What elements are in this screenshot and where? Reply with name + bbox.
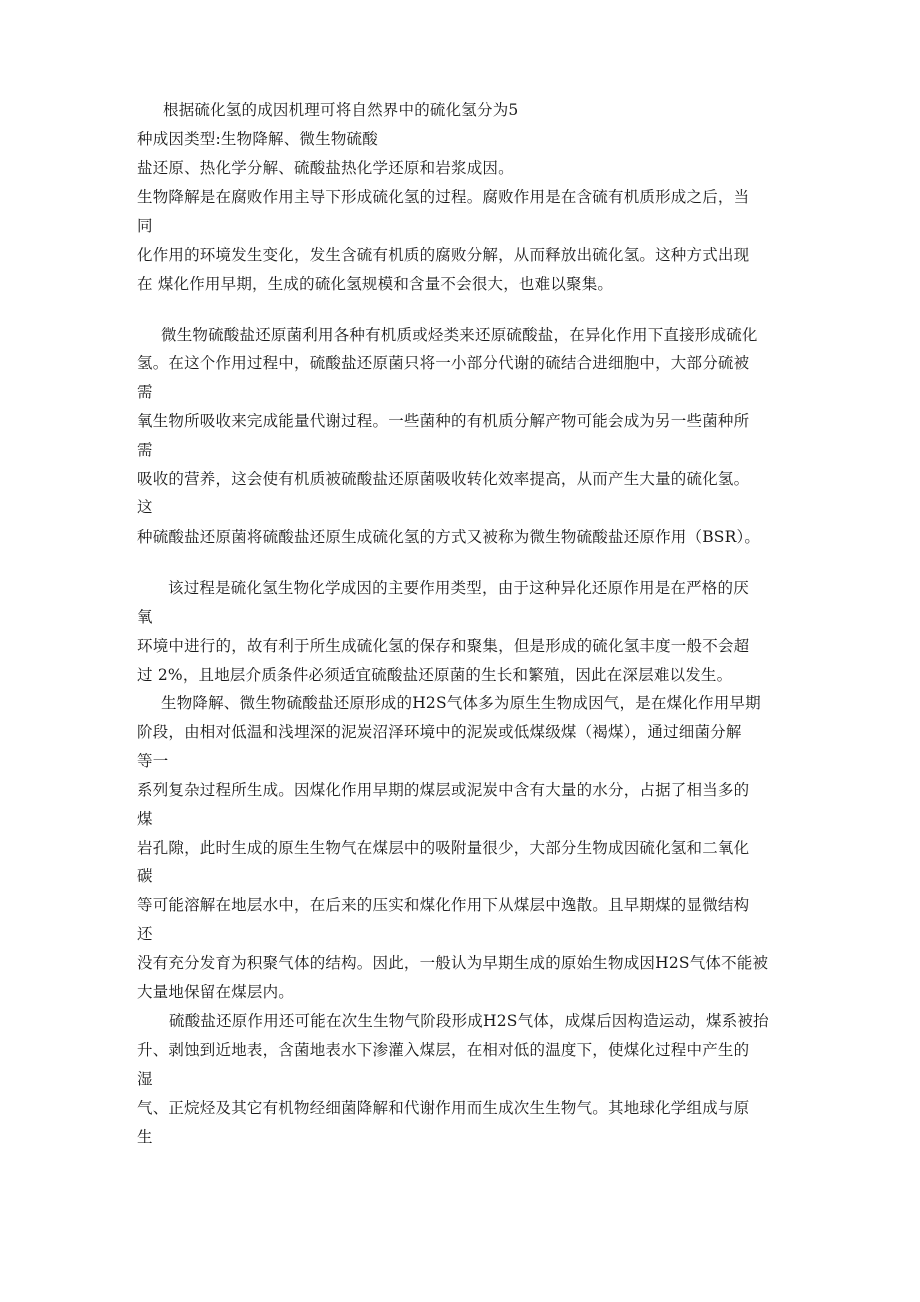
text-line: 过 2%，且地层介质条件必须适宜硫酸盐还原菌的生长和繁殖，因此在深层难以发生。 — [137, 666, 733, 684]
text-line: 微生物硫酸盐还原菌利用各种有机质或烃类来还原硫酸盐，在异化作用下直接形成硫化 — [161, 326, 758, 344]
text-line: 环境中进行的，故有利于所生成硫化氢的保存和聚集，但是形成的硫化氢丰度一般不会超 — [137, 637, 750, 655]
text-line: 氢。在这个作用过程中，硫酸盐还原菌只将一小部分代谢的硫结合进细胞中，大部分硫被 — [137, 354, 750, 372]
text-line: 氧生物所吸收来完成能量代谢过程。一些菌种的有机质分解产物可能会成为另一些菌种所 — [137, 412, 750, 430]
text-line: 盐还原、热化学分解、硫酸盐热化学还原和岩浆成因。 — [137, 159, 514, 177]
text-line: 在 煤化作用早期，生成的硫化氢规模和含量不会很大，也难以聚集。 — [137, 275, 614, 293]
text-line: 煤 — [137, 810, 153, 828]
text-line: 碳 — [137, 867, 153, 885]
text-line: 生 — [137, 1128, 153, 1146]
text-line: 系列复杂过程所生成。因煤化作用早期的煤层或泥炭中含有大量的水分，占据了相当多的 — [137, 781, 750, 799]
text-line: 需 — [137, 383, 153, 401]
text-line: 岩孔隙，此时生成的原生生物气在煤层中的吸附量很少，大部分生物成因硫化氢和二氧化 — [137, 839, 750, 857]
text-line: 该过程是硫化氢生物化学成因的主要作用类型，由于这种异化还原作用是在严格的厌 — [168, 579, 749, 597]
text-line: 氧 — [137, 608, 153, 626]
text-line: 化作用的环境发生变化，发生含硫有机质的腐败分解，从而释放出硫化氢。这种方式出现 — [137, 246, 750, 264]
text-line: 生物降解是在腐败作用主导下形成硫化氢的过程。腐败作用是在含硫有机质形成之后，当 — [137, 188, 750, 206]
text-line: 这 — [137, 498, 153, 516]
text-line: 硫酸盐还原作用还可能在次生生物气阶段形成H2S气体，成煤后因构造运动，煤系被抬 — [169, 1012, 769, 1030]
text-line: 生物降解、微生物硫酸盐还原形成的H2S气体多为原生生物成因气，是在煤化作用早期 — [161, 694, 761, 712]
text-line: 湿 — [137, 1070, 153, 1088]
text-line: 气、正烷烃及其它有机物经细菌降解和代谢作用而生成次生生物气。其地球化学组成与原 — [137, 1099, 750, 1117]
text-line: 种成因类型:生物降解、微生物硫酸 — [137, 130, 378, 148]
text-line: 没有充分发育为积聚气体的结构。因此，一般认为早期生成的原始生物成因H2S气体不能被 — [137, 954, 769, 972]
text-line: 种硫酸盐还原菌将硫酸盐还原生成硫化氢的方式又被称为微生物硫酸盐还原作用（BSR）。 — [137, 528, 761, 546]
text-line: 根据硫化氢的成因机理可将自然界中的硫化氢分为5 — [163, 101, 519, 119]
text-line: 等可能溶解在地层水中，在后来的压实和煤化作用下从煤层中逸散。且早期煤的显微结构 — [137, 896, 750, 914]
text-line: 大量地保留在煤层内。 — [137, 983, 295, 1001]
text-line: 升、剥蚀到近地表，含菌地表水下渗灌入煤层，在相对低的温度下，使煤化过程中产生的 — [137, 1041, 750, 1059]
text-line: 同 — [137, 217, 153, 235]
text-line: 吸收的营养，这会使有机质被硫酸盐还原菌吸收转化效率提高，从而产生大量的硫化氢。 — [137, 470, 750, 488]
text-line: 还 — [137, 925, 153, 943]
text-line: 等一 — [137, 752, 169, 770]
text-line: 需 — [137, 441, 153, 459]
text-line: 阶段，由相对低温和浅埋深的泥炭沼泽环境中的泥炭或低煤级煤（褐煤），通过细菌分解 — [137, 723, 742, 741]
